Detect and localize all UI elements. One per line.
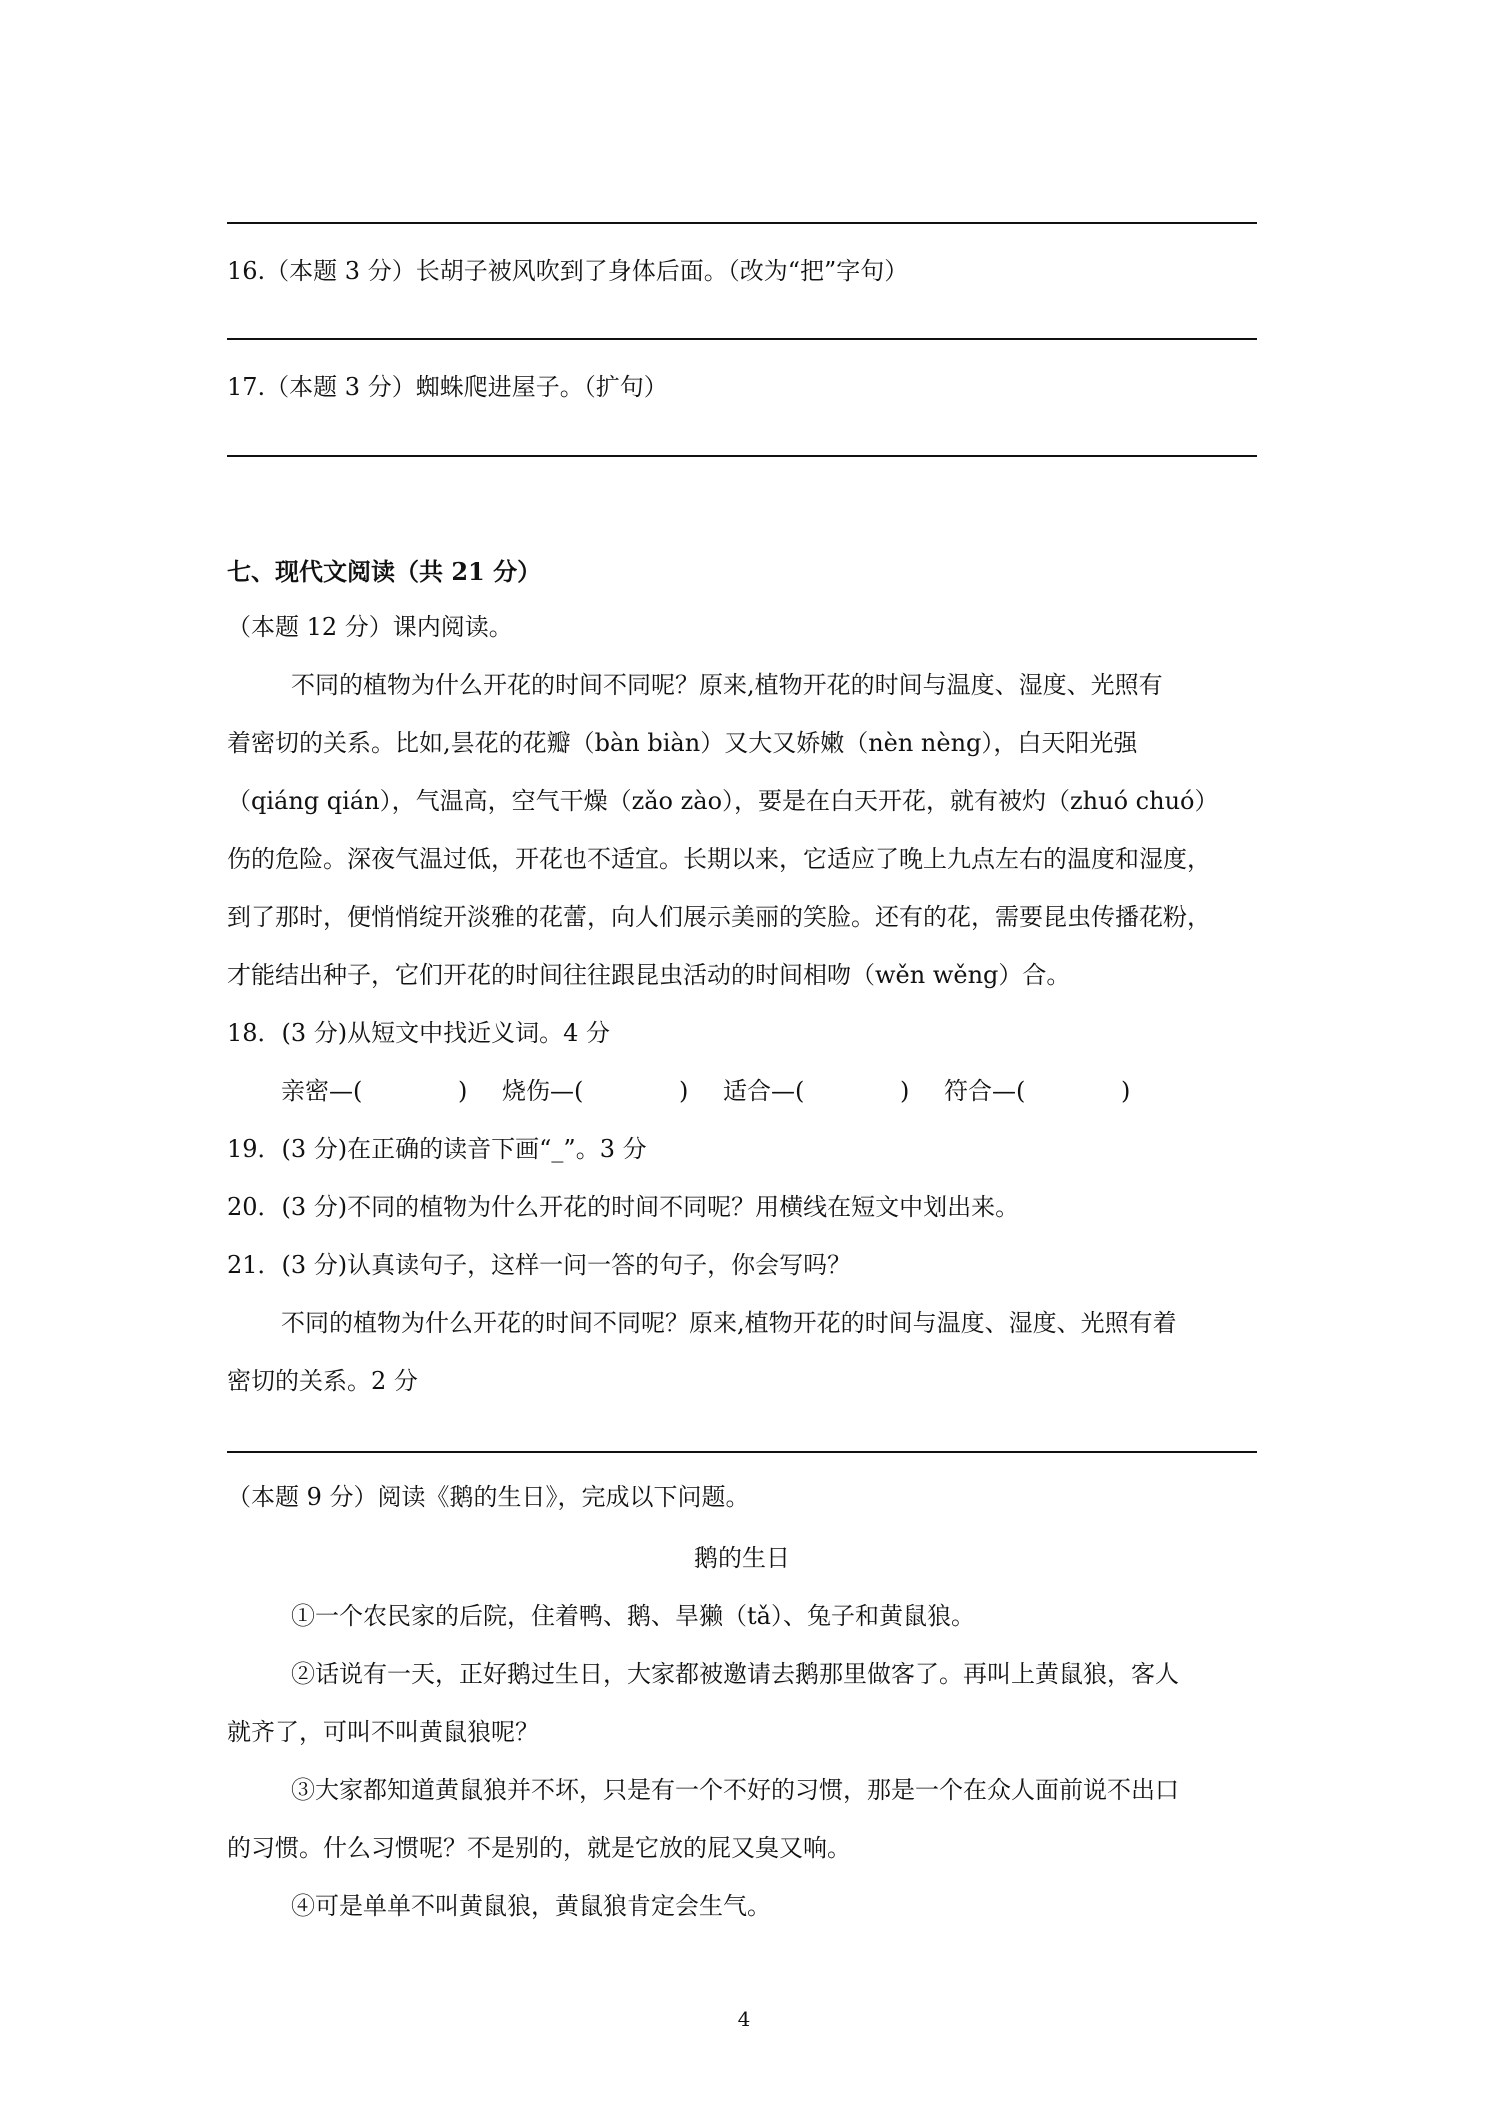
- q18-blank-close: ): [900, 1077, 910, 1105]
- question-17: 17.（本题 3 分）蜘蛛爬进屋子。（扩句）: [227, 373, 668, 401]
- q18-blank-word: 烧伤—(: [502, 1077, 584, 1105]
- story-line: 的习惯。什么习惯呢？不是别的，就是它放的屁又臭又响。: [227, 1834, 851, 1862]
- question-19: 19．(3 分)在正确的读音下画“_”。3 分: [227, 1135, 647, 1163]
- part1-intro: （本题 12 分）课内阅读。: [227, 613, 513, 641]
- passage-line: 不同的植物为什么开花的时间不同呢？原来,植物开花的时间与温度、湿度、光照有: [291, 671, 1163, 699]
- question-16: 16.（本题 3 分）长胡子被风吹到了身体后面。（改为“把”字句）: [227, 257, 909, 285]
- passage-line: 伤的危险。深夜气温过低，开花也不适宜。长期以来，它适应了晚上九点左右的温度和湿度，: [227, 845, 1211, 873]
- story-line: ①一个农民家的后院，住着鸭、鹅、旱獭（tǎ）、兔子和黄鼠狼。: [291, 1602, 975, 1630]
- question-21: 21．(3 分)认真读句子，这样一问一答的句子，你会写吗？: [227, 1251, 852, 1279]
- page-number: 4: [737, 2007, 751, 2031]
- question-20: 20．(3 分)不同的植物为什么开花的时间不同呢？用横线在短文中划出来。: [227, 1193, 1020, 1221]
- part2-intro: （本题 9 分）阅读《鹅的生日》，完成以下问题。: [227, 1483, 750, 1511]
- answer-line[interactable]: [227, 222, 1257, 224]
- q18-blank-close: ): [679, 1077, 689, 1105]
- passage-line: （qiáng qián），气温高，空气干燥（zǎo zào），要是在白天开花，就有被灼（zhuó chuó）: [227, 787, 1219, 815]
- story-line: ②话说有一天，正好鹅过生日，大家都被邀请去鹅那里做客了。再叫上黄鼠狼，客人: [291, 1660, 1179, 1688]
- q18-blank-close: ): [458, 1077, 468, 1105]
- passage-line: 才能结出种子，它们开花的时间往往跟昆虫活动的时间相吻（wěn wěng）合。: [227, 961, 1071, 989]
- section-heading: 七、现代文阅读（共 21 分）: [227, 557, 542, 586]
- q21-quote-line: 不同的植物为什么开花的时间不同呢？原来,植物开花的时间与温度、湿度、光照有着: [281, 1309, 1177, 1337]
- answer-line[interactable]: [227, 455, 1257, 457]
- answer-line[interactable]: [227, 338, 1257, 340]
- answer-line[interactable]: [227, 1451, 1257, 1453]
- story-line: ④可是单单不叫黄鼠狼，黄鼠狼肯定会生气。: [291, 1892, 771, 1920]
- passage-line: 到了那时，便悄悄绽开淡雅的花蕾，向人们展示美丽的笑脸。还有的花，需要昆虫传播花粉，: [227, 903, 1211, 931]
- passage-line: 着密切的关系。比如,昙花的花瓣（bàn biàn）又大又娇嫩（nèn nèng），白天阳光强: [227, 729, 1138, 757]
- q18-blank-word: 适合—(: [723, 1077, 805, 1105]
- story-line: 就齐了，可叫不叫黄鼠狼呢？: [227, 1718, 539, 1746]
- q21-quote-line: 密切的关系。2 分: [227, 1367, 418, 1395]
- q18-blank-close: ): [1121, 1077, 1131, 1105]
- story-title: 鹅的生日: [694, 1544, 790, 1572]
- story-line: ③大家都知道黄鼠狼并不坏，只是有一个不好的习惯，那是一个在众人面前说不出口: [291, 1776, 1179, 1804]
- q18-blank-word: 符合—(: [944, 1077, 1026, 1105]
- question-18: 18．(3 分)从短文中找近义词。4 分: [227, 1019, 611, 1047]
- q18-blank-word: 亲密—(: [281, 1077, 363, 1105]
